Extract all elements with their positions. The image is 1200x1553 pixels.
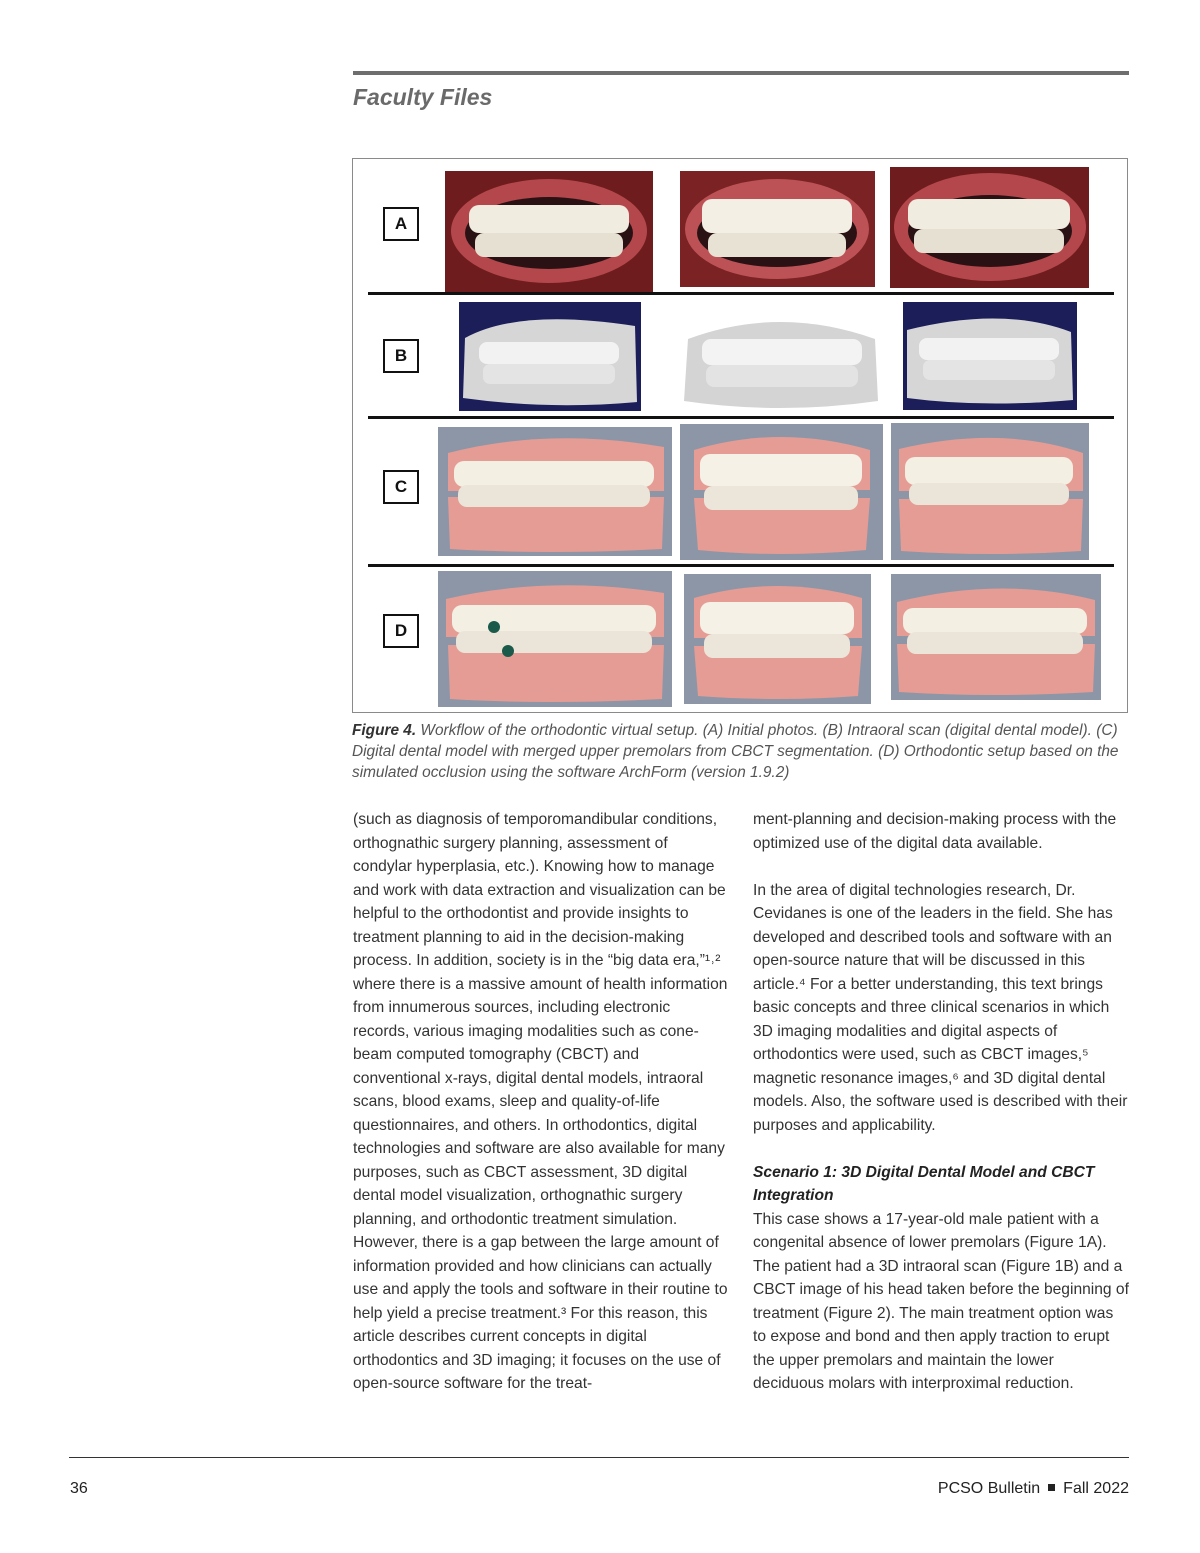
intraoral-scan-right <box>459 302 641 411</box>
intraoral-scan-left <box>903 302 1077 410</box>
issue-date: Fall 2022 <box>1063 1480 1129 1497</box>
row-separator <box>368 416 1114 419</box>
row-label-d: D <box>383 614 419 648</box>
intraoral-photo-front <box>680 171 875 287</box>
footer-rule <box>69 1457 1129 1458</box>
row-separator <box>368 564 1114 567</box>
figure-4 <box>352 158 1128 713</box>
body-paragraph: ment-planning and decision-making process with the optimized use of the digital data available. <box>753 811 1117 852</box>
figure-caption-text: Workflow of the orthodontic virtual setup. (A) Initial photos. (B) Intraoral scan (digital dental model). (C) Digital dental model with merged upper premolars from CBCT segmentation. (D) Orthodontic setup based on the simulated occlusion using the software ArchForm (version 1.9.2) <box>352 722 1119 781</box>
scenario-heading: Scenario 1: 3D Digital Dental Model and CBCT Integration <box>753 1163 1095 1204</box>
page-number: 36 <box>70 1480 88 1497</box>
intraoral-scan-front <box>680 309 883 412</box>
digital-model-left <box>891 423 1089 560</box>
intraoral-photo-left <box>890 167 1089 288</box>
digital-model-right <box>438 427 672 556</box>
digital-model-front <box>680 424 883 560</box>
publication-name: PCSO Bulletin <box>937 1480 1041 1497</box>
publication-info <box>938 1480 1129 1498</box>
intraoral-photo-right <box>445 171 653 292</box>
figure-caption-label: Figure 4. <box>352 722 417 739</box>
row-label-c: C <box>383 470 419 504</box>
body-column-right <box>753 808 1129 1396</box>
orthodontic-setup-front <box>684 574 871 704</box>
bullet-separator <box>1048 1484 1055 1491</box>
body-paragraph: In the area of digital technologies research, Dr. Cevidanes is one of the leaders in the field. She has developed and described tools and software with an open-source nature that will be discussed in this article.⁴ For a better understanding, this text brings basic concepts and three clinical scenarios in which 3D imaging modalities and digital aspects of orthodontics were used, such as CBCT images,⁵ magnetic resonance images,⁶ and 3D digital dental models. Also, the software used is described with their purposes and applicability. <box>753 881 1128 1134</box>
body-column-left <box>353 808 729 1396</box>
body-paragraph: (such as diagnosis of temporomandibular conditions, orthognathic surgery planning, assessment of condylar hyperplasia, etc.). Knowing how to manage and work with data extraction and visualization can be helpful to the orthodontist and provide insights to treatment planning to aid in the decision-making process. In addition, society is in the “big data era,”¹˒² where there is a massive amount of health information from innumerous sources, including electronic records, various imaging modalities such as cone-beam computed tomography (CBCT) and conventional x-rays, digital dental models, intraoral scans, blood exams, sleep and quality-of-life questionnaires, and others. In orthodontics, digital technologies and software are also available for many purposes, such as CBCT assessment, 3D digital dental model visualization, orthognathic surgery planning, and orthodontic treatment simulation. However, there is a gap between the large amount of information provided and how clinicians can actually use and apply the tools and software in their routine to help yield a precise treatment.³ For this reason, this article describes current concepts in digital orthodontics and 3D imaging; it focuses on the use of open-source software for the treat- <box>353 811 728 1392</box>
header-rule <box>353 71 1129 75</box>
row-separator <box>368 292 1114 295</box>
figure-caption <box>352 720 1132 783</box>
body-paragraph: This case shows a 17-year-old male patient with a congenital absence of lower premolars (Figure 1A). The patient had a 3D intraoral scan (Figure 1B) and a CBCT image of his head taken before the beginning of treatment (Figure 2). The main treatment option was to expose and bond and then apply traction to erupt the upper premolars and maintain the lower deciduous molars with interproximal reduction. <box>753 1210 1129 1392</box>
orthodontic-setup-left <box>891 574 1101 700</box>
row-label-b: B <box>383 339 419 373</box>
row-label-a: A <box>383 207 419 241</box>
section-title: Faculty Files <box>353 84 493 110</box>
orthodontic-setup-right <box>438 571 672 707</box>
